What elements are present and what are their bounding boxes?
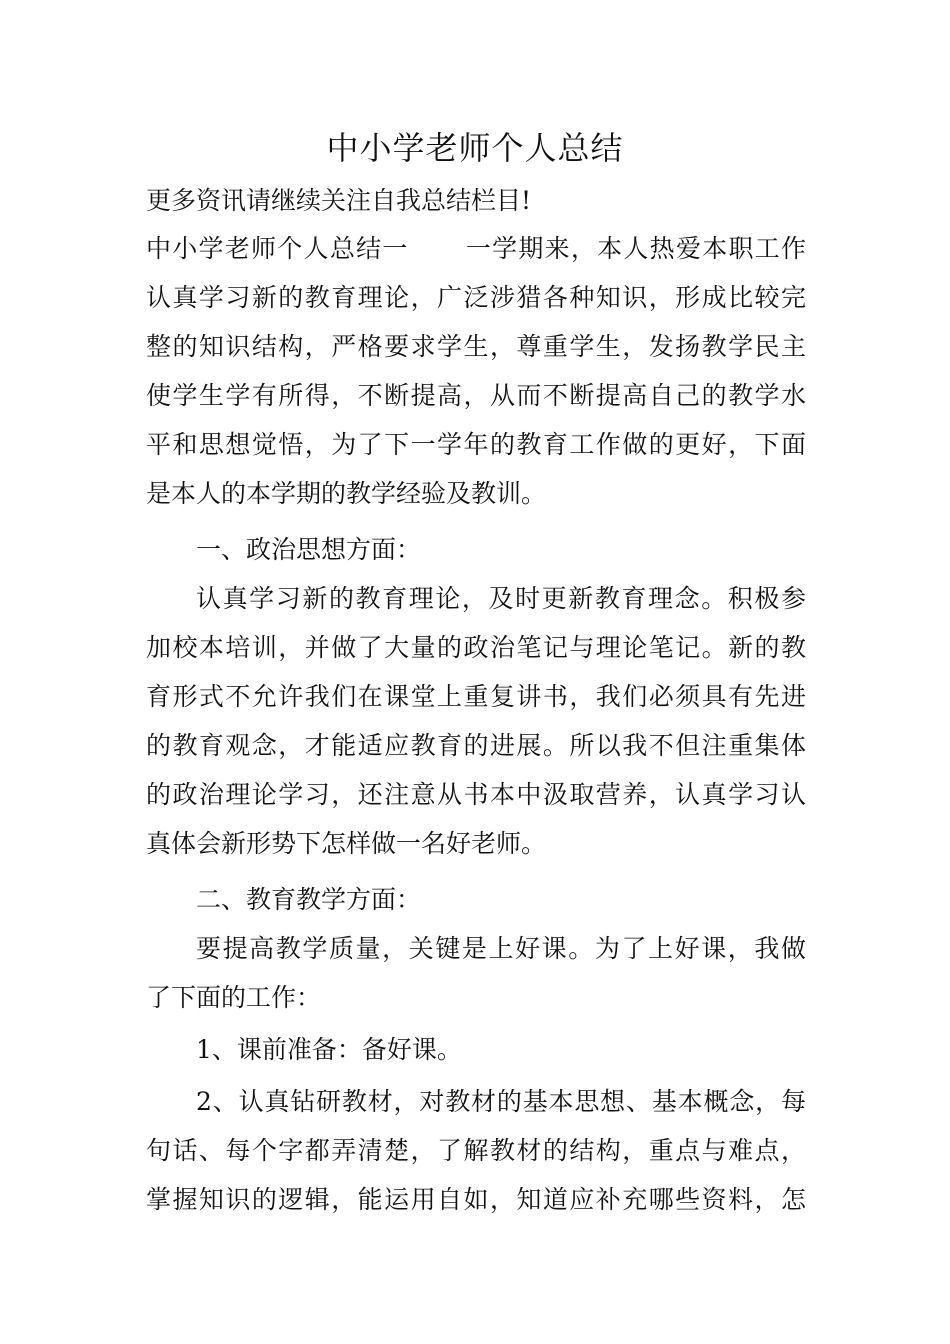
- body-line-start: 一学期来，本人热爱本职工作: [464, 234, 806, 263]
- body-line: 了下面的工作：: [146, 983, 322, 1012]
- list-item-2: 2、认真钻研教材，对教材的基本思想、基本概念，每: [196, 1087, 806, 1116]
- body-line: 整的知识结构，严格要求学生，尊重学生，发扬教学民主: [146, 332, 806, 361]
- body-line: 真体会新形势下怎样做一名好老师。: [146, 829, 547, 858]
- body-line: 认真学习新的教育理论，及时更新教育理念。积极参: [196, 584, 806, 613]
- list-item-1: 1、课前准备：备好课。: [196, 1035, 462, 1064]
- body-line: 认真学习新的教育理论，广泛涉猎各种知识，形成比较完: [146, 283, 806, 312]
- body-line: 的教育观念，才能适应教育的进展。所以我不但注重集体: [146, 731, 806, 760]
- intro-line: 更多资讯请继续关注自我总结栏目!: [146, 186, 532, 215]
- body-line: 要提高教学质量，关键是上好课。为了上好课，我做: [196, 934, 806, 963]
- document-title: 中小学老师个人总结: [326, 129, 624, 167]
- body-line: 加校本培训，并做了大量的政治笔记与理论笔记。新的教: [146, 633, 806, 662]
- body-line: 掌握知识的逻辑，能运用自如，知道应补充哪些资料，怎: [146, 1185, 806, 1214]
- body-line: 使学生学有所得，不断提高，从而不断提高自己的教学水: [146, 381, 806, 410]
- body-line-heading: [146, 231, 806, 267]
- section-title-one: 中小学老师个人总结一: [146, 234, 409, 263]
- body-line: 平和思想觉悟，为了下一学年的教育工作做的更好，下面: [146, 430, 806, 459]
- section-heading-politics: 一、政治思想方面：: [196, 535, 422, 564]
- body-line: 的政治理论学习，还注意从书本中汲取营养，认真学习认: [146, 780, 806, 809]
- body-line: 育形式不允许我们在课堂上重复讲书，我们必须具有先进: [146, 682, 806, 711]
- body-line: 是本人的本学期的教学经验及教训。: [146, 479, 547, 508]
- body-line: 句话、每个字都弄清楚，了解教材的结构，重点与难点，: [146, 1136, 806, 1165]
- section-heading-teaching: 二、教育教学方面：: [196, 885, 422, 914]
